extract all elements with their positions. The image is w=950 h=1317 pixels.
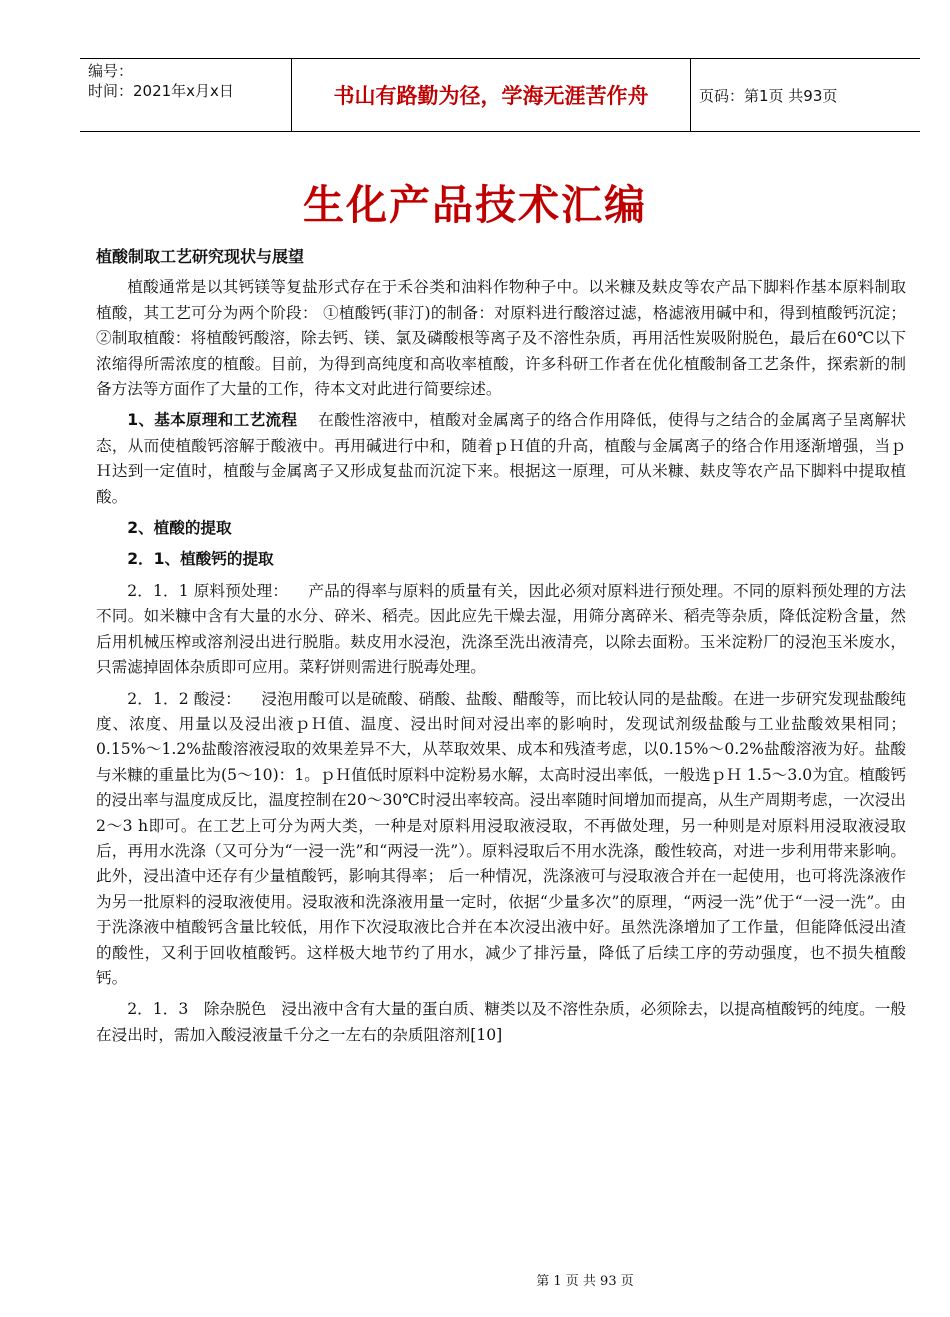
paragraph-1-heading: 1、基本原理和工艺流程 bbox=[127, 411, 298, 430]
section-title: 植酸制取工艺研究现状与展望 bbox=[96, 247, 305, 266]
paragraph-2-1-3-label: 2．1．3 除杂脱色 bbox=[127, 1000, 267, 1019]
paragraph-2-1-3-text: 浸出液中含有大量的蛋白质、糖类以及不溶性杂质，必须除去，以提高植酸钙的纯度。一般在浸出时，需加入酸浸液量千分之一左右的杂质阻溶剂[10] bbox=[96, 1000, 907, 1044]
header-table bbox=[80, 58, 920, 132]
paragraph-2-1-1-text: 产品的得率与原料的质量有关，因此必须对原料进行预处理。不同的原料预处理的方法不同。如米糠中含有大量的水分、碎米、稻壳。因此应先干燥去湿，用筛分离碎米、稻壳等杂质，降低淀粉含量，然后用机械压榨或溶剂浸出进行脱脂。麸皮用水浸泡，洗涤至洗出液清亮，以除去面粉。玉米淀粉厂的浸泡玉米废水，只需滤掉固体杂质即可应用。菜籽饼则需进行脱毒处理。 bbox=[96, 581, 906, 677]
paragraph-1-text: 在酸性溶液中，植酸对金属离子的络合作用降低，使得与之结合的金属离子呈离解状态，从而使植酸钙溶解于酸液中。再用碱进行中和，随着ｐＨ值的升高，植酸与金属离子的络合作用逐渐增强，当ｐＨ达到一定值时，植酸与金属离子又形成复盐而沉淀下来。根据这一原理，可从米糠、麸皮等农产品下脚料中提取植酸。 bbox=[96, 411, 906, 506]
doc-number-label: 编号： bbox=[88, 62, 134, 80]
header-meta bbox=[80, 59, 292, 131]
paragraph-2-1-2-label: 2．1．2 酸浸： bbox=[127, 689, 241, 708]
page-footer: 第 1 页 共 93 页 bbox=[536, 1274, 634, 1289]
header-page-label: 页码：第1页 共93页 bbox=[699, 86, 838, 105]
doc-date-label: 时间：2021年x月x日 bbox=[88, 82, 234, 100]
heading-2-1: 2．1、植酸钙的提取 bbox=[127, 550, 274, 569]
intro-paragraph: 植酸通常是以其钙镁等复盐形式存在于禾谷类和油料作物种子中。以米糠及麸皮等农产品下脚料作基本原料制取植酸，其工艺可分为两个阶段： ①植酸钙(菲汀)的制备：对原料进行酸溶过滤，格滤液用碱中和，得到植酸钙沉淀；②制取植酸：将植酸钙酸溶，除去钙、镁、氯及磷酸根等离子及不溶性杂质，再用活性炭吸附脱色，最后在60℃以下浓缩得所需浓度的植酸。目前，为得到高纯度和高收率植酸，许多科研工作者在优化植酸制备工艺条件，探索新的制备方法等方面作了大量的工作，待本文对此进行简要综述。 bbox=[96, 278, 906, 399]
paragraph-2-1-2-text: 浸泡用酸可以是硫酸、硝酸、盐酸、醋酸等，而比较认同的是盐酸。在进一步研究发现盐酸纯度、浓度、用量以及浸出液ｐＨ值、温度、浸出时间对浸出率的影响时，发现试剂级盐酸与工业盐酸效果相同；0.15%～1.2%盐酸溶液浸取的效果差异不大，从萃取效果、成本和残渣考虑，以0.15%～0.2%盐酸溶液为好。盐酸与米糠的重量比为(5～10)：1。ｐＨ值低时原料中淀粉易水解，太高时浸出率低，一般选ｐＨ 1.5～3.0为宜。植酸钙的浸出率与温度成反比，温度控制在20～30℃时浸出率较高。浸出率随时间增加而提高，从生产周期考虑，一次浸出2～3 h即可。在工艺上可分为两大类，一种是对原料用浸取液浸取，不再做处理，另一种则是对原料用浸取液浸取后，再用水洗涤（又可分为“一浸一洗”和“两浸一洗”）。原料浸取后不用水洗涤，酸性较高，对进一步利用带来影响。此外，浸出渣中还存有少量植酸钙，影响其得率； 后一种情况，洗涤液可与浸取液合并在一起使用，也可将洗涤液作为另一批原料的浸取液使用。浸取液和洗涤液用量一定时，依据“少量多次”的原理，“两浸一洗”优于“一浸一洗”。由于洗涤液中植酸钙含量比较低，用作下次浸取液比合并在本次浸出液中好。虽然洗涤增加了工作量，但能降低浸出渣的酸性，又利于回收植酸钙。这样极大地节约了用水，减少了排污量，降低了后续工序的劳动强度，也不损失植酸钙。 bbox=[96, 689, 906, 987]
paragraph-2-1-2 bbox=[96, 687, 906, 992]
paragraph-2-1-1-label: 2．1．1 原料预处理： bbox=[127, 581, 289, 600]
heading-2: 2、植酸的提取 bbox=[127, 519, 232, 538]
paragraph-2-1-1 bbox=[96, 579, 906, 681]
paragraph-1 bbox=[96, 408, 906, 510]
header-motto: 书山有路勤为径，学海无涯苦作舟 bbox=[292, 59, 691, 131]
document-body bbox=[96, 244, 906, 1054]
paragraph-2-1-3 bbox=[96, 997, 906, 1048]
document-title: 生化产品技术汇编 bbox=[303, 181, 647, 229]
